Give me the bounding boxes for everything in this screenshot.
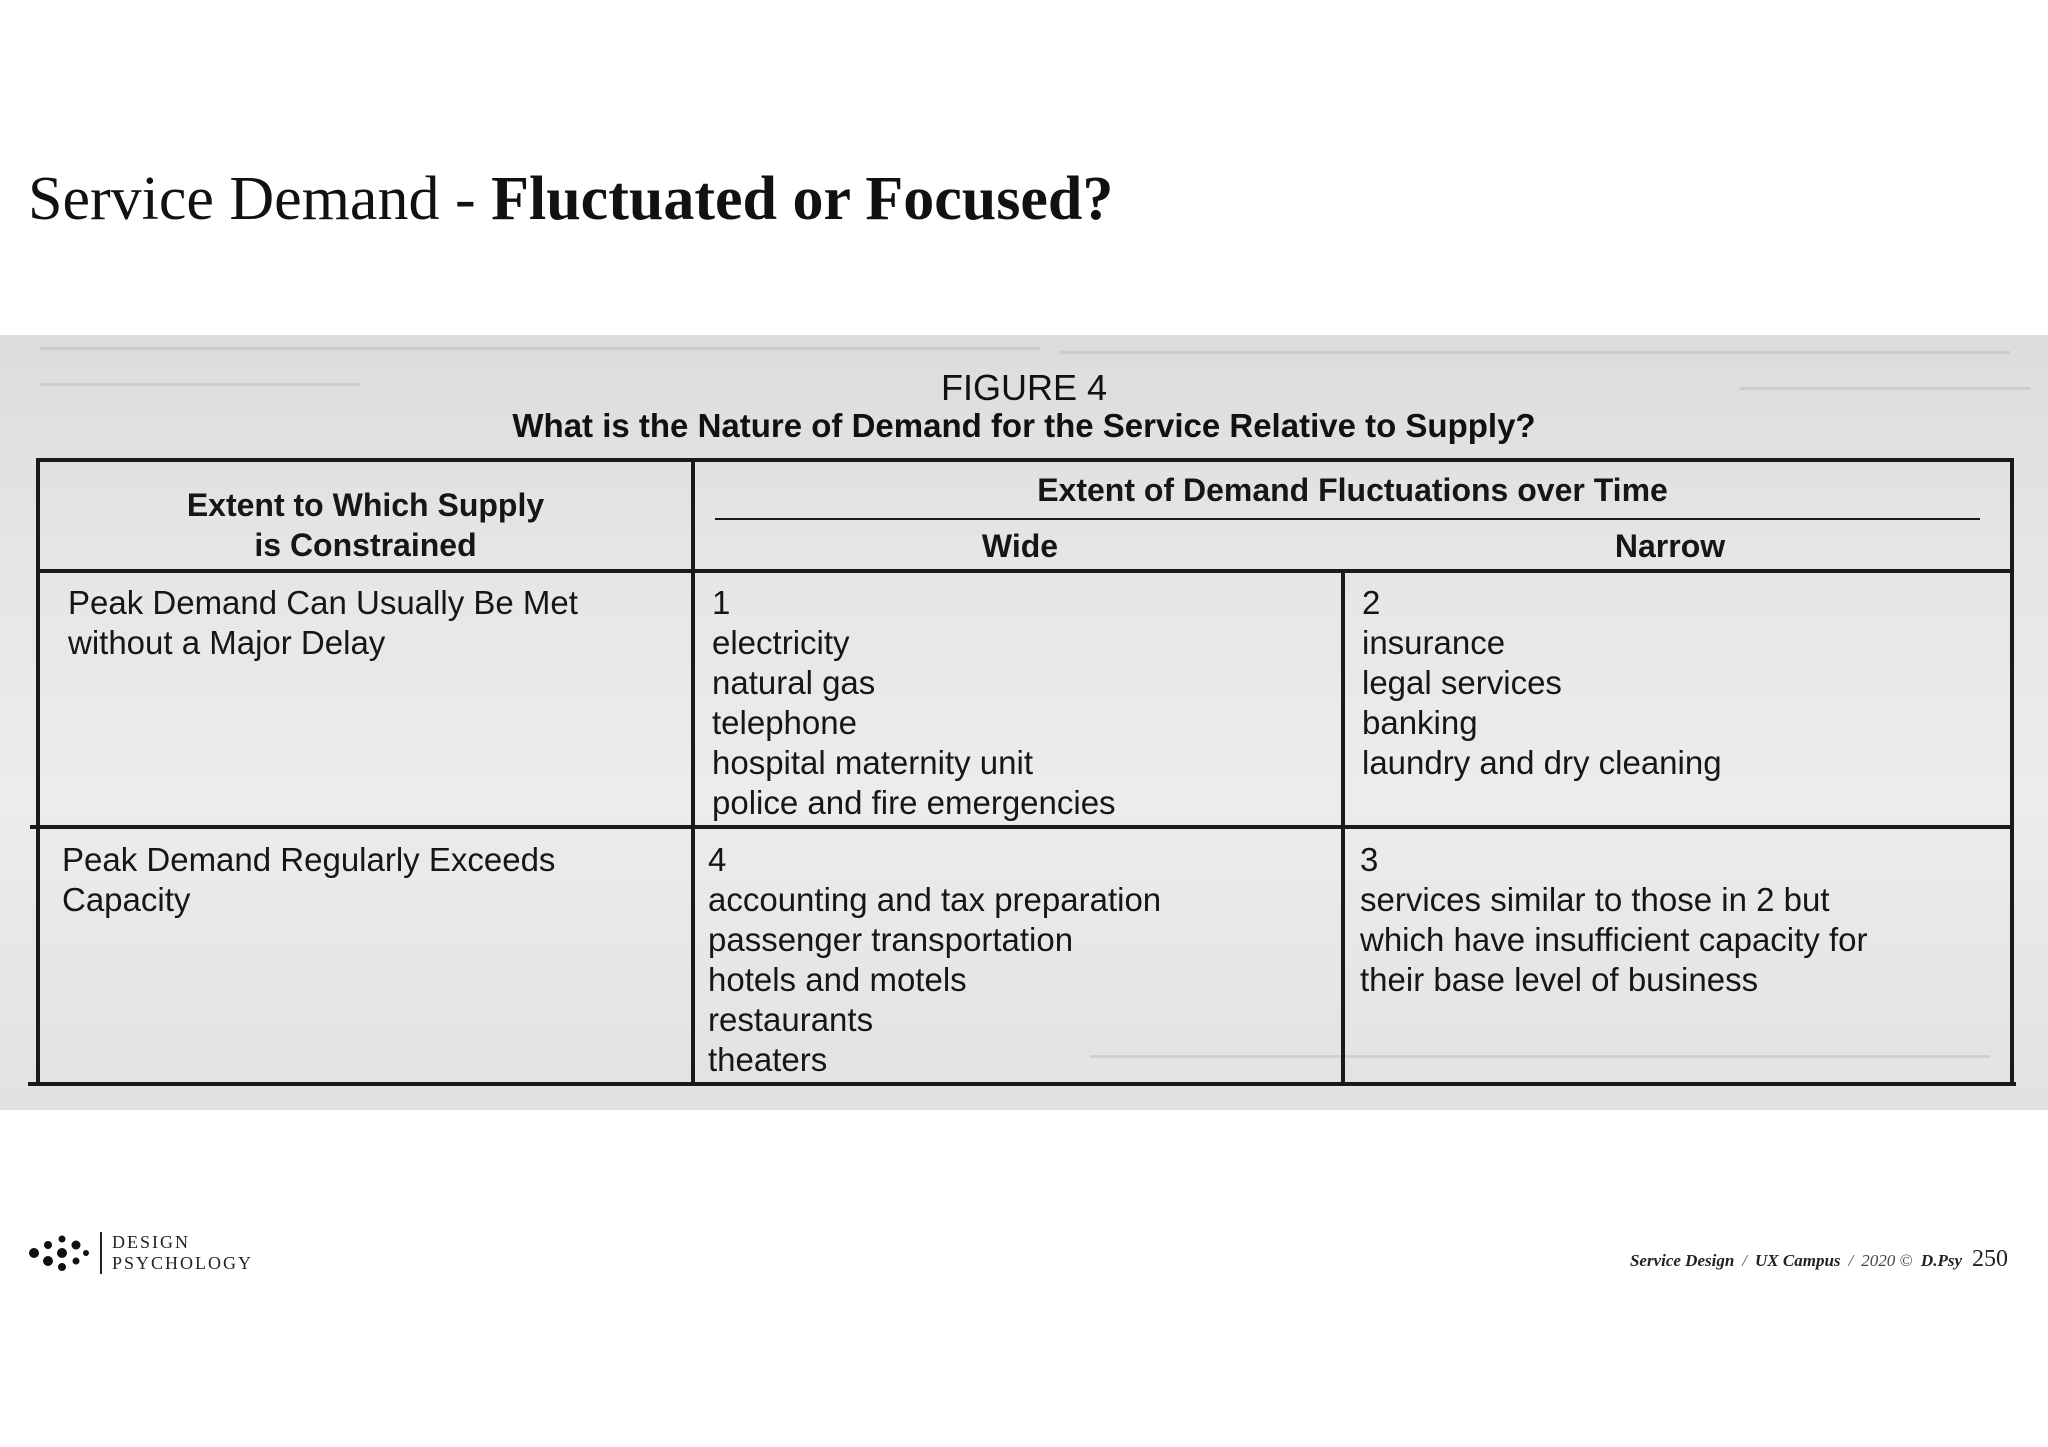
footer-separator: / — [1848, 1251, 1854, 1270]
list-item: restaurants — [708, 1001, 874, 1038]
footer-course: Service Design — [1629, 1251, 1735, 1270]
service-list — [1360, 880, 1868, 1000]
header-underline — [715, 518, 1980, 520]
page-number: 250 — [1972, 1246, 2008, 1272]
cell-quadrant-2 — [1362, 583, 1722, 783]
row-axis-header — [40, 485, 691, 565]
list-item: passenger transportation — [708, 921, 1074, 958]
logo-line: PSYCHOLOGY — [112, 1253, 254, 1273]
row-axis-header-line: Extent to Which Supply — [186, 487, 545, 523]
column-axis-header: Extent of Demand Fluctuations over Time — [1037, 472, 1668, 508]
list-item: police and fire emergencies — [712, 784, 1116, 821]
column-header-narrow: Narrow — [1614, 528, 1726, 564]
quadrant-number: 1 — [712, 584, 731, 621]
list-item: accounting and tax preparation — [708, 881, 1162, 918]
list-item: insurance — [1362, 624, 1506, 661]
list-item: which have insufficient capacity for — [1360, 921, 1868, 958]
list-item: telephone — [712, 704, 857, 741]
list-item: legal services — [1362, 664, 1562, 701]
table-border-top — [38, 458, 2012, 462]
list-item: hotels and motels — [708, 961, 967, 998]
cell-quadrant-3 — [1360, 840, 1868, 1000]
service-list — [708, 880, 1161, 1080]
logo-line: DESIGN — [112, 1232, 190, 1252]
list-item: natural gas — [712, 664, 876, 701]
list-item: their base level of business — [1360, 961, 1759, 998]
table-border-right — [2010, 458, 2014, 1086]
list-item: banking — [1362, 704, 1478, 741]
row-divider — [30, 825, 2014, 829]
row-label-line: without a Major Delay — [68, 624, 386, 661]
row-label — [68, 583, 578, 663]
table-border-bottom — [28, 1082, 2016, 1086]
service-list — [712, 623, 1116, 823]
slide-title-prefix: Service Demand - — [28, 165, 492, 233]
column-header-wide: Wide — [981, 528, 1059, 564]
row-label-line: Capacity — [62, 881, 191, 918]
figure-number: FIGURE 4 — [940, 367, 1108, 408]
list-item: hospital maternity unit — [712, 744, 1033, 781]
list-item: theaters — [708, 1041, 828, 1078]
quadrant-number: 4 — [708, 841, 727, 878]
row-axis-header-line: is Constrained — [254, 527, 477, 563]
footer-year: 2020 © — [1861, 1251, 1913, 1270]
list-item: laundry and dry cleaning — [1362, 744, 1722, 781]
design-psychology-logo — [28, 1232, 253, 1274]
slide-title-bold: Fluctuated or Focused? — [491, 165, 1114, 233]
cell-quadrant-4 — [708, 840, 1161, 1080]
cell-quadrant-1 — [712, 583, 1116, 823]
footer-author: D.Psy — [1920, 1251, 1962, 1270]
logo-wordmark — [112, 1232, 253, 1274]
footer-separator: / — [1742, 1251, 1748, 1270]
row-label-line: Peak Demand Regularly Exceeds — [62, 841, 556, 878]
quadrant-number: 2 — [1362, 584, 1381, 621]
service-list — [1362, 623, 1722, 783]
logo-separator — [100, 1232, 102, 1274]
list-item: services similar to those in 2 but — [1360, 881, 1830, 918]
row-label-line: Peak Demand Can Usually Be Met — [68, 584, 578, 621]
footer-school: UX Campus — [1755, 1251, 1841, 1270]
dot-cluster-icon — [28, 1233, 90, 1273]
label-column-divider — [691, 458, 695, 1086]
wide-narrow-divider — [1341, 569, 1345, 1086]
list-item: electricity — [712, 624, 850, 661]
slide-footer — [1630, 1246, 2008, 1273]
header-divider — [36, 569, 2014, 573]
figure-caption: What is the Nature of Demand for the Service Relative to Supply? — [512, 407, 1536, 444]
quadrant-number: 3 — [1360, 841, 1379, 878]
row-label — [62, 840, 555, 920]
